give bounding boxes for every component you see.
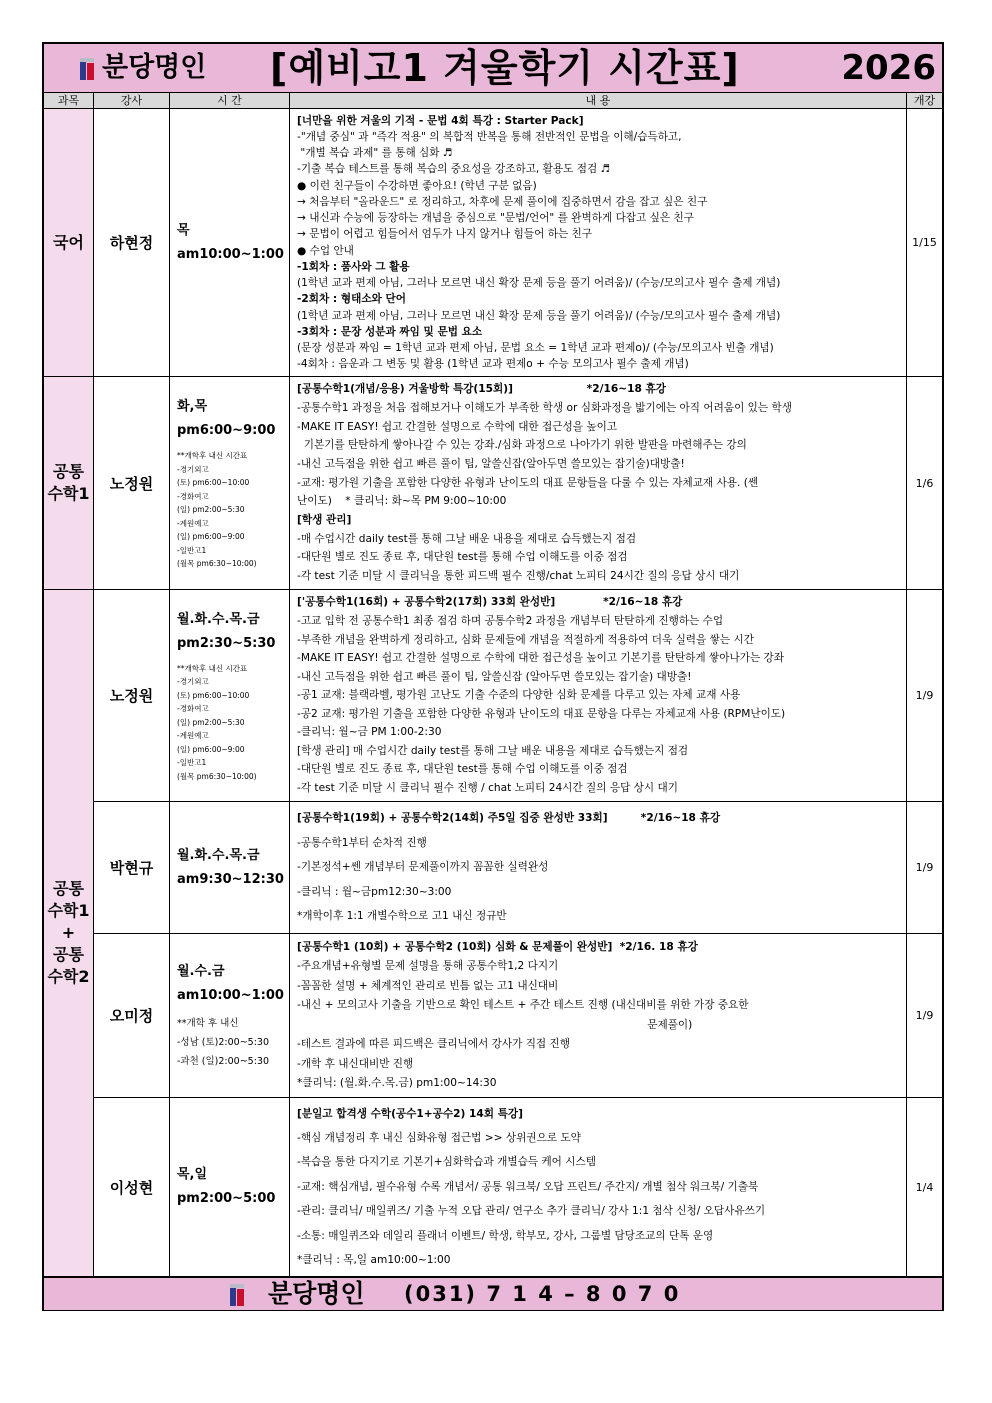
teacher-name: 하현정 bbox=[109, 234, 154, 252]
content-cell bbox=[290, 109, 907, 377]
time-note: (월목 pm6:30~10:00) bbox=[177, 771, 257, 781]
content-line: (문장 성분과 짜임 = 1학년 교과 편제 아님, 문법 요소 = 1학년 교과 편제o)/ (수능/모의고사 빈출 개념) bbox=[297, 342, 774, 354]
content-line: → 처음부터 "올라운드" 로 정리하고, 차후에 문제 풀이에 집중하면서 감을 잡고 싶은 친구 bbox=[297, 195, 708, 208]
teacher-cell bbox=[94, 590, 170, 802]
content-line: -부족한 개념을 완벽하게 정리하고, 심화 문제들에 개념을 적절하게 적용하여 더욱 실력을 쌓는 시간 bbox=[297, 633, 754, 646]
time-note: (일) pm2:00~5:30 bbox=[177, 505, 245, 515]
content-line: -기출 복습 테스트를 통해 복습의 중요성을 강조하고, 활용도 점검 ♬ bbox=[297, 163, 611, 176]
course-title: ['공통수학1(16회) + 공통수학2(17회) 33회 완성반] *2/16~18 휴강 bbox=[297, 596, 683, 609]
content-line: -1회차 : 품사와 그 활용 bbox=[297, 260, 410, 273]
content-line: -핵심 개념정리 후 내신 심화유형 접근법 >> 상위권으로 도약 bbox=[297, 1131, 581, 1144]
content-line: -각 test 기준 미달 시 클리닉 필수 진행 / chat 노피티 24시간 질의 응답 상시 대기 bbox=[297, 781, 678, 794]
column-header-start: 개강 bbox=[907, 93, 942, 109]
start-date: 1/9 bbox=[915, 689, 934, 702]
content-line: ● 이런 친구들이 수강하면 좋아요! (학년 구분 없음) bbox=[297, 179, 537, 192]
subject-math1-math2: 공통 수학1 + 공통 수학2 bbox=[44, 590, 94, 1277]
content-line: *클리닉 : 목,일 am10:00~1:00 bbox=[297, 1254, 451, 1267]
year-label: 2026 bbox=[841, 48, 936, 88]
content-line: -대단원 별로 진도 종료 후, 대단원 test를 통해 수업 이해도를 이중 점검 bbox=[297, 763, 628, 776]
content-line: → 내신과 수능에 등장하는 개념을 중심으로 "문법/언어" 를 완벽하게 다잡고 싶은 친구 bbox=[297, 212, 694, 224]
content-line: -복습을 통한 다지기로 기본기+심화학습과 개별습득 케어 시스템 bbox=[297, 1156, 596, 1169]
teacher-cell bbox=[94, 377, 170, 590]
content-line: -고교 입학 전 공통수학1 최종 점검 하며 공통수학2 과정을 개념부터 탄탄하게 진행하는 수업 bbox=[297, 615, 724, 628]
content-line: [학생 관리] 매 수업시간 daily test를 통해 그날 배운 내용을 제대로 습득했는지 점검 bbox=[297, 744, 689, 757]
content-line: 문제풀이) bbox=[297, 1018, 693, 1031]
content-line: -2회차 : 형태소와 단어 bbox=[297, 293, 406, 306]
start-date: 1/15 bbox=[912, 236, 937, 249]
content-line: ● 수업 안내 bbox=[297, 244, 354, 257]
time-cell bbox=[170, 1098, 290, 1277]
column-header-content: 내 용 bbox=[290, 93, 907, 109]
time-note: (월목 pm6:30~10:00) bbox=[177, 559, 257, 569]
course-title: [공통수학1(개념/응용) 겨울방학 특강(15회)] *2/16~18 휴강 bbox=[297, 383, 666, 396]
content-line: -3회차 : 문장 성분과 짜임 및 문법 요소 bbox=[297, 325, 483, 338]
start-date-cell bbox=[907, 109, 942, 377]
teacher-cell bbox=[94, 1098, 170, 1277]
column-header-subject: 과목 bbox=[44, 93, 94, 109]
teacher-name: 오미정 bbox=[109, 1007, 154, 1025]
content-line: → 문법이 어렵고 힘들어서 엄두가 나지 않거나 힘들어 하는 친구 bbox=[297, 228, 593, 241]
content-line: -MAKE IT EASY! 쉽고 간결한 설명으로 수학에 대한 접근성을 높이고 bbox=[297, 420, 618, 433]
start-date: 1/9 bbox=[915, 861, 934, 874]
content-line: -각 test 기준 미달 시 클리닉을 통한 피드백 필수 진행/chat 노피티 24시간 질의 응답 상시 대기 bbox=[297, 569, 740, 582]
content-line: 기본기를 탄탄하게 쌓아나갈 수 있는 강좌./심화 과정으로 나아가기 위한 발판을 마련해주는 강의 bbox=[297, 439, 747, 452]
content-line: -소통: 매일퀴즈와 데일리 플래너 이벤트/ 학생, 학부모, 강사, 그룹별 담당조교의 단톡 운영 bbox=[297, 1229, 714, 1242]
content-cell bbox=[290, 802, 907, 934]
content-line: -클리닉 : 월~금pm12:30~3:00 bbox=[297, 885, 452, 898]
footer-brand: 분당명인 bbox=[268, 1279, 365, 1308]
header-bar bbox=[44, 44, 942, 93]
content-line: (1학년 교과 편제 아님, 그러나 모르면 내신 확장 문제 등을 풀기 어려움)/ (수능/모의고사 필수 출제 개념) bbox=[297, 309, 781, 322]
course-title: [공통수학1 (10회) + 공통수학2 (10회) 심화 & 문제풀이 완성반] *2/16. 18 휴강 bbox=[297, 940, 698, 953]
time-note: (토) pm6:00~10:00 bbox=[177, 690, 250, 700]
time-main: pm2:00~5:00 bbox=[177, 1191, 276, 1206]
column-header-teacher: 강사 bbox=[94, 93, 170, 109]
course-title: [너만을 위한 겨울의 기적 - 문법 4회 특강 : Starter Pack] bbox=[297, 114, 584, 127]
time-note: -경기외고 bbox=[177, 464, 209, 474]
time-note: -경화여고 bbox=[177, 491, 209, 501]
time-cell bbox=[170, 802, 290, 934]
time-main: 월.화.수.목.금 bbox=[177, 847, 260, 863]
content-line: (1학년 교과 편제 아님, 그러나 모르면 내신 확장 문제 등을 풀기 어려움)/ (수능/모의고사 필수 출제 개념) bbox=[297, 277, 781, 289]
time-cell bbox=[170, 590, 290, 802]
teacher-name: 노정원 bbox=[109, 474, 154, 493]
time-main: am10:00~1:00 bbox=[177, 988, 284, 1003]
time-note: -과천 (일)2:00~5:30 bbox=[177, 1056, 270, 1067]
footer-bar bbox=[44, 1277, 942, 1310]
time-main: 목 am10:00~1:00 bbox=[177, 222, 284, 262]
content-line: -테스트 결과에 따른 피드백은 클리닉에서 강사가 직접 진행 bbox=[297, 1038, 570, 1050]
teacher-name: 이성현 bbox=[109, 1178, 154, 1197]
start-date: 1/4 bbox=[915, 1180, 934, 1194]
time-main: pm2:30~5:30 bbox=[177, 635, 276, 651]
time-note: (일) pm6:00~9:00 bbox=[177, 744, 245, 754]
content-cell bbox=[290, 1098, 907, 1277]
timetable-sheet bbox=[42, 42, 944, 1311]
course-title: [공통수학1(19회) + 공통수학2(14회) 주5일 집중 완성반 33회] *2/16~18 휴강 bbox=[297, 812, 721, 825]
page-title: [예비고1 겨울학기 시간표] bbox=[270, 46, 740, 90]
time-note: **개학후 내신 시간표 bbox=[177, 451, 248, 461]
content-cell bbox=[290, 934, 907, 1098]
brand-name: 분당명인 bbox=[102, 52, 207, 83]
time-note: -경화여고 bbox=[177, 704, 209, 714]
content-line: *개학이후 1:1 개별수학으로 고1 내신 정규반 bbox=[297, 910, 507, 923]
content-line: -주요개념+유형별 문제 설명을 통해 공통수학1,2 다지기 bbox=[297, 960, 559, 972]
teacher-cell bbox=[94, 934, 170, 1098]
content-line: -기본정석+쎈 개념부터 문제풀이까지 꼼꼼한 실력완성 bbox=[297, 861, 549, 874]
content-line: *클리닉: (월.화.수.목.금) pm1:00~14:30 bbox=[297, 1077, 497, 1089]
time-note: (일) pm2:00~5:30 bbox=[177, 717, 245, 727]
teacher-name: 노정원 bbox=[109, 687, 154, 705]
time-note: -일반고1 bbox=[177, 758, 207, 768]
time-main: pm6:00~9:00 bbox=[177, 423, 276, 439]
footer-logo-icon bbox=[230, 1284, 244, 1306]
content-line: -공통수학1부터 순차적 진행 bbox=[297, 836, 427, 849]
content-cell bbox=[290, 590, 907, 802]
time-cell bbox=[170, 934, 290, 1098]
time-main: 목,일 bbox=[177, 1167, 208, 1182]
time-note: -성남 (토)2:00~5:30 bbox=[177, 1037, 270, 1048]
time-cell bbox=[170, 377, 290, 590]
start-date-cell bbox=[907, 934, 942, 1098]
content-line: "개별 복습 과제" 를 통해 심화 ♬ bbox=[297, 147, 453, 159]
start-date-cell bbox=[907, 590, 942, 802]
time-note: **개학후 내신 시간표 bbox=[177, 663, 248, 673]
time-main: 화,목 bbox=[177, 399, 208, 415]
content-line: -클리닉: 월~금 PM 1:00-2:30 bbox=[297, 726, 442, 739]
content-line: -"개념 중심" 과 "즉각 적용" 의 복합적 반복을 통해 전반적인 문법을 이해/습득하고, bbox=[297, 130, 682, 143]
content-cell bbox=[290, 377, 907, 590]
content-line: -관리: 클리닉/ 매일퀴즈/ 기출 누적 오답 관리/ 연구소 추가 클리닉/ 강사 1:1 첨삭 신청/ 오답사유쓰기 bbox=[297, 1205, 766, 1218]
time-main: 월.화.수.목.금 bbox=[177, 611, 260, 627]
column-header-time: 시 간 bbox=[170, 93, 290, 109]
content-line: -4회차 : 음운과 그 변동 및 활용 (1학년 교과 편제o + 수능 모의고사 필수 출제 개념) bbox=[297, 358, 689, 371]
content-line: -공2 교재: 평가원 기출을 포함한 다양한 유형과 난이도의 대표 문항을 다루는 자체교재 사용 (RPM난이도) bbox=[297, 707, 786, 720]
content-line: -대단원 별로 진도 종료 후, 대단원 test를 통해 수업 이해도를 이중 점검 bbox=[297, 551, 628, 564]
time-note: **개학 후 내신 bbox=[177, 1018, 239, 1029]
content-line: -교재: 평가원 기출을 포함한 다양한 유형과 난이도의 대표 문항들을 다룰 수 있는 자체교재 사용. (쎈 bbox=[297, 476, 759, 489]
time-note: -경기외고 bbox=[177, 677, 209, 687]
content-line: -내신 고득점을 위한 쉽고 빠른 풀이 팁, 알쓸신잡(알아두면 쓸모있는 잡기술)대방출! bbox=[297, 458, 685, 471]
start-date-cell bbox=[907, 802, 942, 934]
content-line: -꼼꼼한 설명 + 체계적인 관리로 빈틈 없는 고1 내신대비 bbox=[297, 979, 559, 992]
content-line: -공1 교재: 블랙라벨, 평가원 고난도 기출 수준의 다양한 심화 문제를 다루고 있는 자체 교재 사용 bbox=[297, 689, 741, 702]
time-note: -일반고1 bbox=[177, 545, 207, 555]
teacher-name: 박현규 bbox=[109, 859, 154, 877]
time-note: -계원예고 bbox=[177, 518, 209, 528]
time-note: -계원예고 bbox=[177, 731, 209, 741]
time-note: (일) pm6:00~9:00 bbox=[177, 532, 245, 542]
course-title: [분일고 합격생 수학(공수1+공수2) 14회 특강] bbox=[297, 1107, 523, 1120]
content-line: 난이도) * 클리닉: 화~목 PM 9:00~10:00 bbox=[297, 495, 507, 508]
content-line: -내신 + 모의고사 기출을 기반으로 확인 테스트 + 주간 테스트 진행 (내신대비를 위한 가장 중요한 bbox=[297, 999, 749, 1011]
start-date: 1/6 bbox=[915, 476, 934, 490]
content-line: -교재: 핵심개념, 필수유형 수록 개념서/ 공통 워크북/ 오답 프린트/ 주간지/ 개별 첨삭 워크북/ 기출북 bbox=[297, 1180, 759, 1193]
start-date: 1/9 bbox=[915, 1009, 934, 1022]
time-main: am9:30~12:30 bbox=[177, 871, 284, 887]
content-line: -공통수학1 과정을 처음 접해보거나 이해도가 부족한 학생 or 심화과정을 밟기에는 아직 어려움이 있는 학생 bbox=[297, 402, 792, 415]
brand-logo-icon bbox=[80, 58, 94, 80]
content-line: -MAKE IT EASY! 쉽고 간결한 설명으로 수학에 대한 접근성을 높이고 기본기를 탄탄하게 쌓아나가는 강좌 bbox=[297, 652, 785, 665]
time-note: (토) pm6:00~10:00 bbox=[177, 478, 250, 488]
start-date-cell bbox=[907, 377, 942, 590]
subject-korean: 국어 bbox=[44, 109, 94, 377]
teacher-cell bbox=[94, 109, 170, 377]
time-main: 월.수.금 bbox=[177, 964, 225, 979]
content-line: [학생 관리] bbox=[297, 513, 352, 526]
content-line: -매 수업시간 daily test를 통해 그날 배운 내용을 제대로 습득했는지 점검 bbox=[297, 532, 637, 545]
phone-number: (031) 7 1 4 – 8 0 7 0 bbox=[404, 1282, 681, 1306]
teacher-cell bbox=[94, 802, 170, 934]
content-line: -개학 후 내신대비반 진행 bbox=[297, 1057, 414, 1070]
start-date-cell bbox=[907, 1098, 942, 1277]
content-line: -내신 고득점을 위한 쉽고 빠른 풀이 팁, 알쓸신잡 (알아두면 쓸모있는 잡기술) 대방출! bbox=[297, 670, 692, 683]
time-cell bbox=[170, 109, 290, 377]
subject-math1: 공통 수학1 bbox=[44, 377, 94, 590]
